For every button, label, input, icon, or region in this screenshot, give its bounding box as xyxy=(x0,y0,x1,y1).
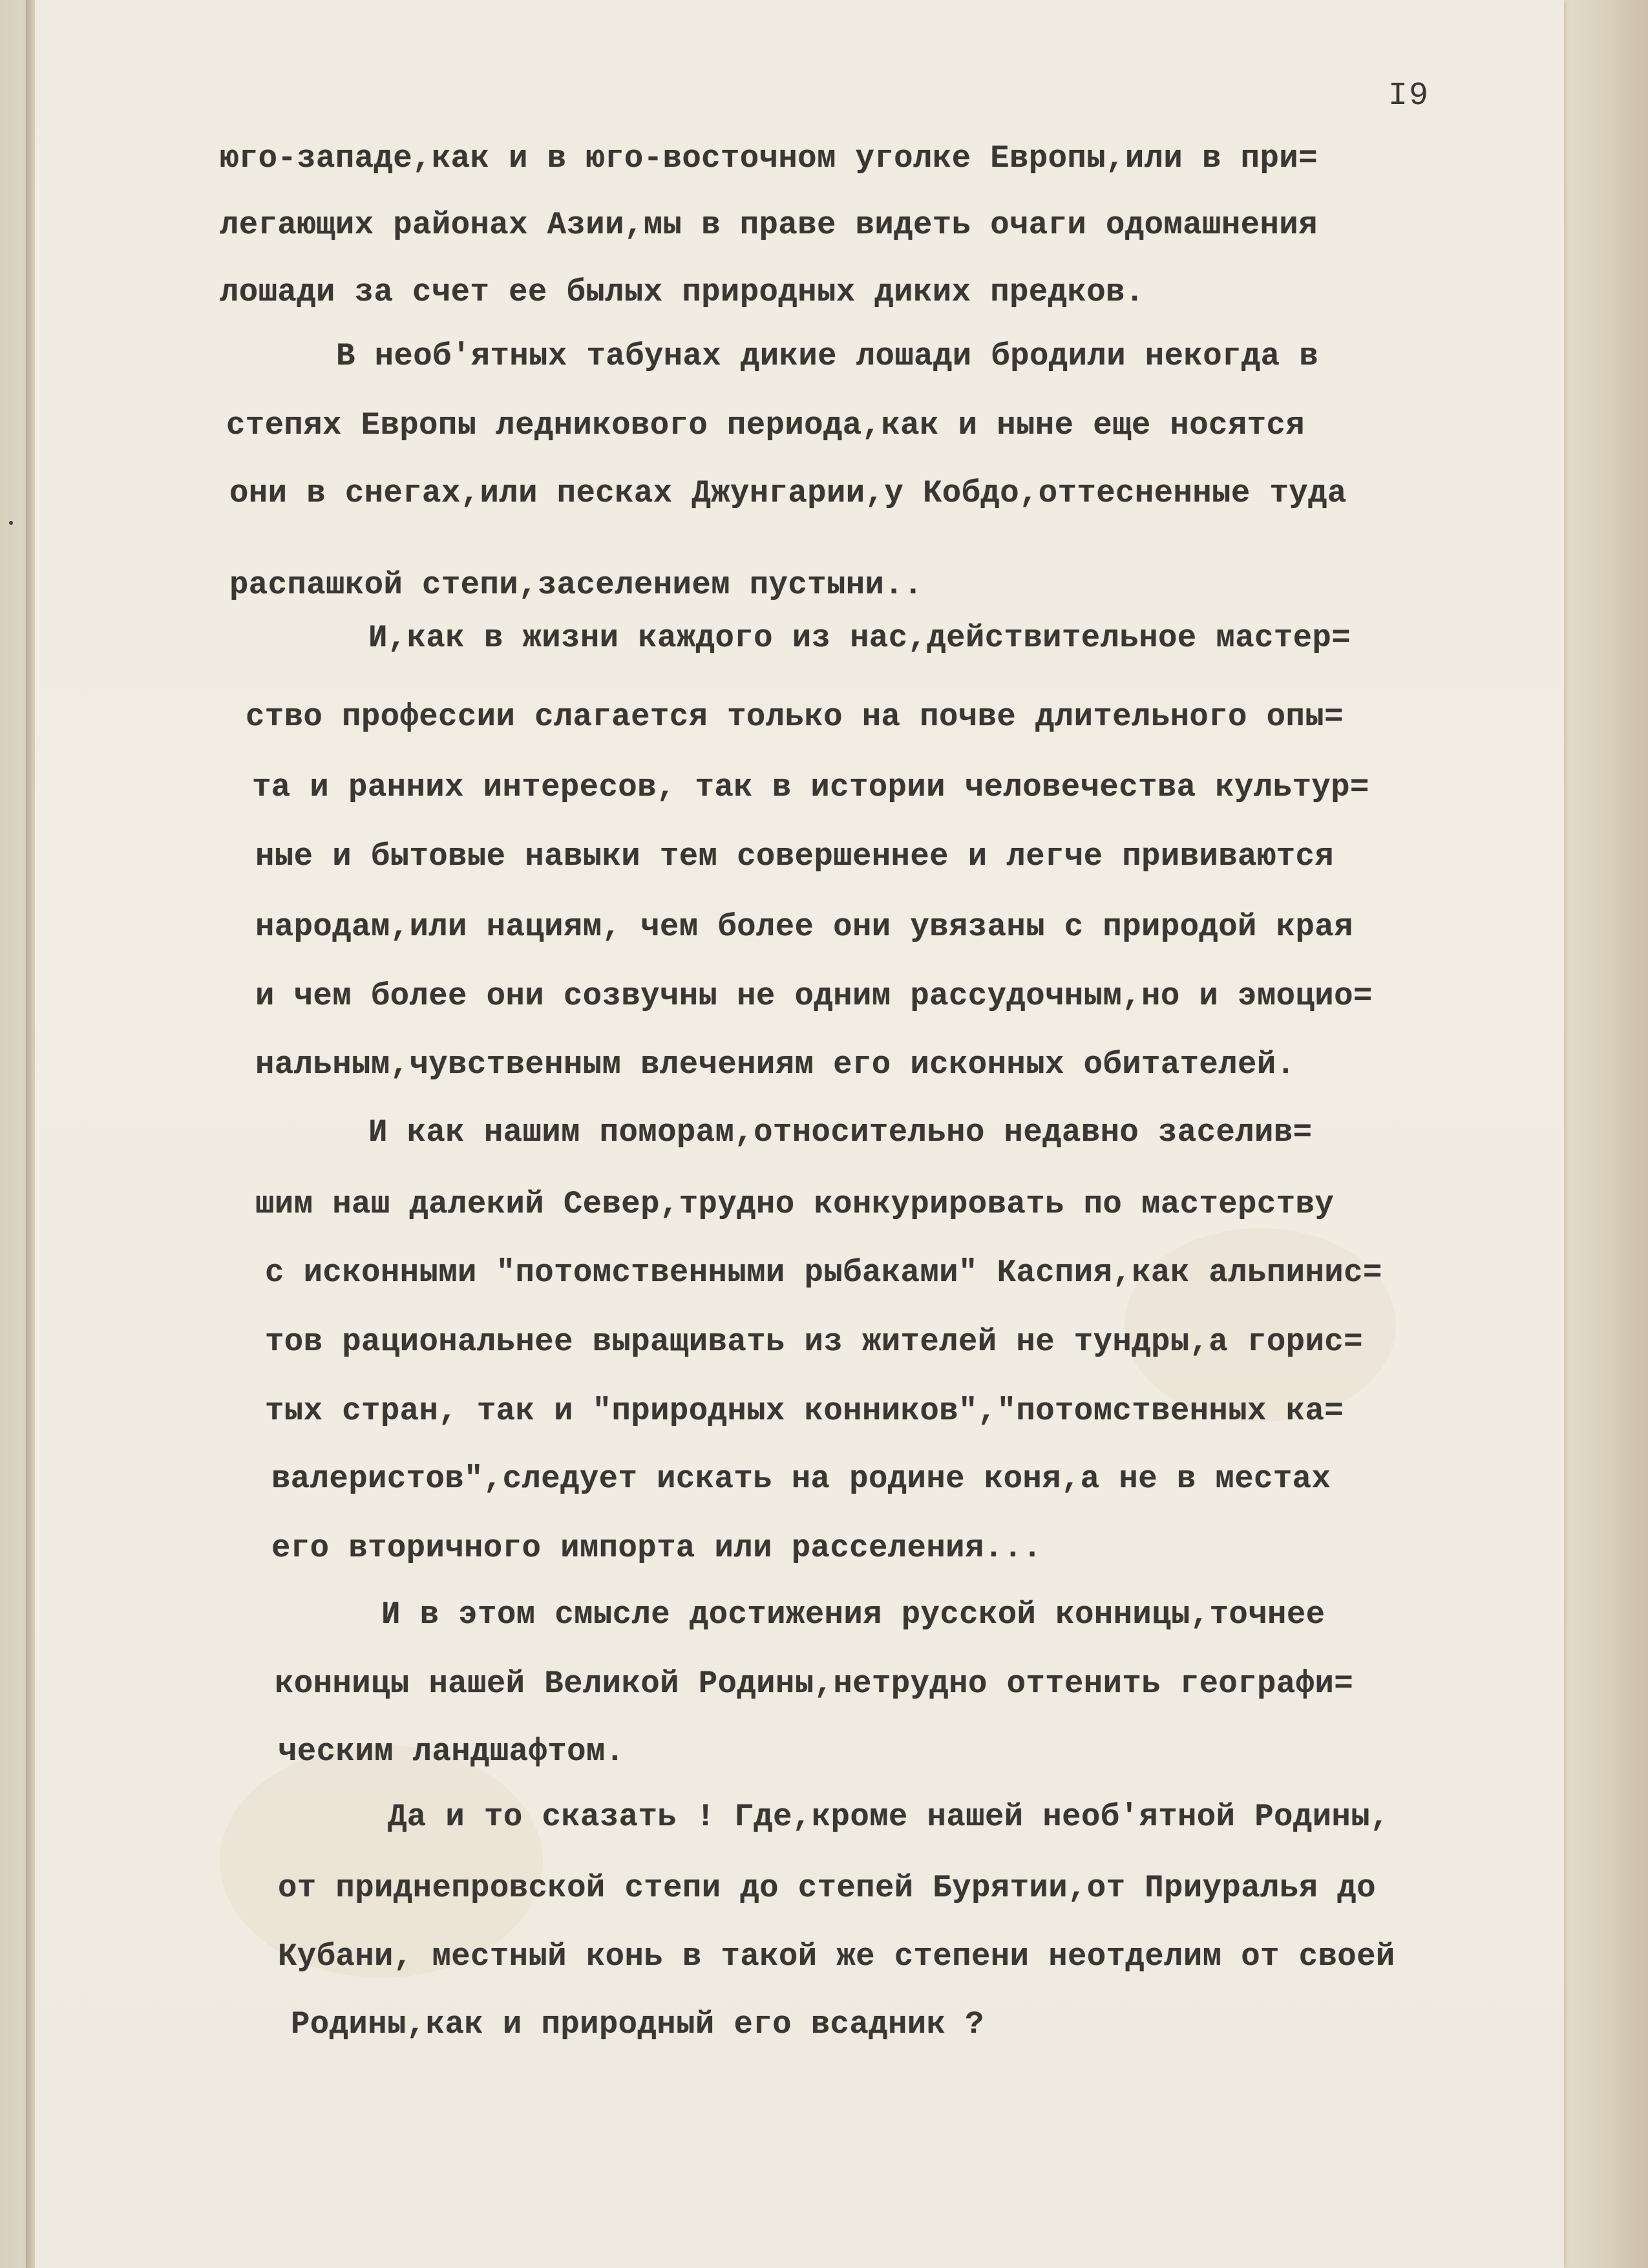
text-line: И как нашим поморам,относительно недавно заселив= xyxy=(368,1114,1313,1150)
text-line: лошади за счет ее былых природных диких предков. xyxy=(220,274,1145,310)
text-line: с исконными "потомственными рыбаками" Каспия,как альпинис= xyxy=(265,1255,1382,1291)
page-number: I9 xyxy=(1388,78,1430,114)
text-line: та и ранних интересов, так в истории человечества культур= xyxy=(252,769,1369,805)
text-line: распашкой степи,заселением пустыни.. xyxy=(229,567,923,603)
text-line: валеристов",следует искать на родине коня,а не в местах xyxy=(271,1461,1331,1497)
text-line: И в этом смысле достижения русской конницы,точнее xyxy=(381,1596,1326,1633)
text-line: степях Европы ледникового периода,как и ныне еще носятся xyxy=(226,407,1305,443)
text-line: юго-западе,как и в юго-восточном уголке Европы,или в при= xyxy=(220,140,1318,176)
text-line: народам,или нациям, чем более они увязаны с природой края xyxy=(255,909,1353,945)
text-line: конницы нашей Великой Родины,нетрудно оттенить географи= xyxy=(275,1666,1354,1702)
text-line: шим наш далекий Север,трудно конкурировать по мастерству xyxy=(255,1186,1335,1222)
text-line: ные и бытовые навыки тем совершеннее и легче прививаются xyxy=(255,838,1335,874)
text-line: от приднепровской степи до степей Бурятии,от Приуралья до xyxy=(278,1870,1376,1906)
text-line: его вторичного импорта или расселения... xyxy=(271,1530,1042,1566)
text-line: тов рациональнее выращивать из жителей не тундры,а горис= xyxy=(265,1324,1363,1360)
text-line: они в снегах,или песках Джунгарии,у Кобдо,оттесненные туда xyxy=(229,475,1347,511)
margin-mark xyxy=(9,521,13,525)
text-line: легающих районах Азии,мы в праве видеть очаги одомашнения xyxy=(220,207,1318,243)
text-line: нальным,чувственным влечениям его исконных обитателей. xyxy=(255,1046,1296,1083)
backing-sheet-edge xyxy=(1564,0,1648,2268)
page-binding-edge xyxy=(26,0,35,2268)
text-line: В необ'ятных табунах дикие лошади бродили некогда в xyxy=(336,338,1319,374)
text-line: тых стран, так и "природных конников","потомственных ка= xyxy=(265,1393,1344,1429)
text-line: ство профессии слагается только на почве длительного опы= xyxy=(246,699,1344,735)
text-line: Кубани, местный конь в такой же степени неотделим от своей xyxy=(278,1938,1395,1975)
text-line: ческим ландшафтом. xyxy=(278,1733,625,1770)
text-line: И,как в жизни каждого из нас,действительное мастер= xyxy=(368,620,1351,656)
text-line: Родины,как и природный его всадник ? xyxy=(291,2006,984,2042)
text-line: и чем более они созвучны не одним рассудочным,но и эмоцио= xyxy=(255,978,1373,1014)
text-line: Да и то сказать ! Где,кроме нашей необ'ятной Родины, xyxy=(388,1799,1389,1835)
